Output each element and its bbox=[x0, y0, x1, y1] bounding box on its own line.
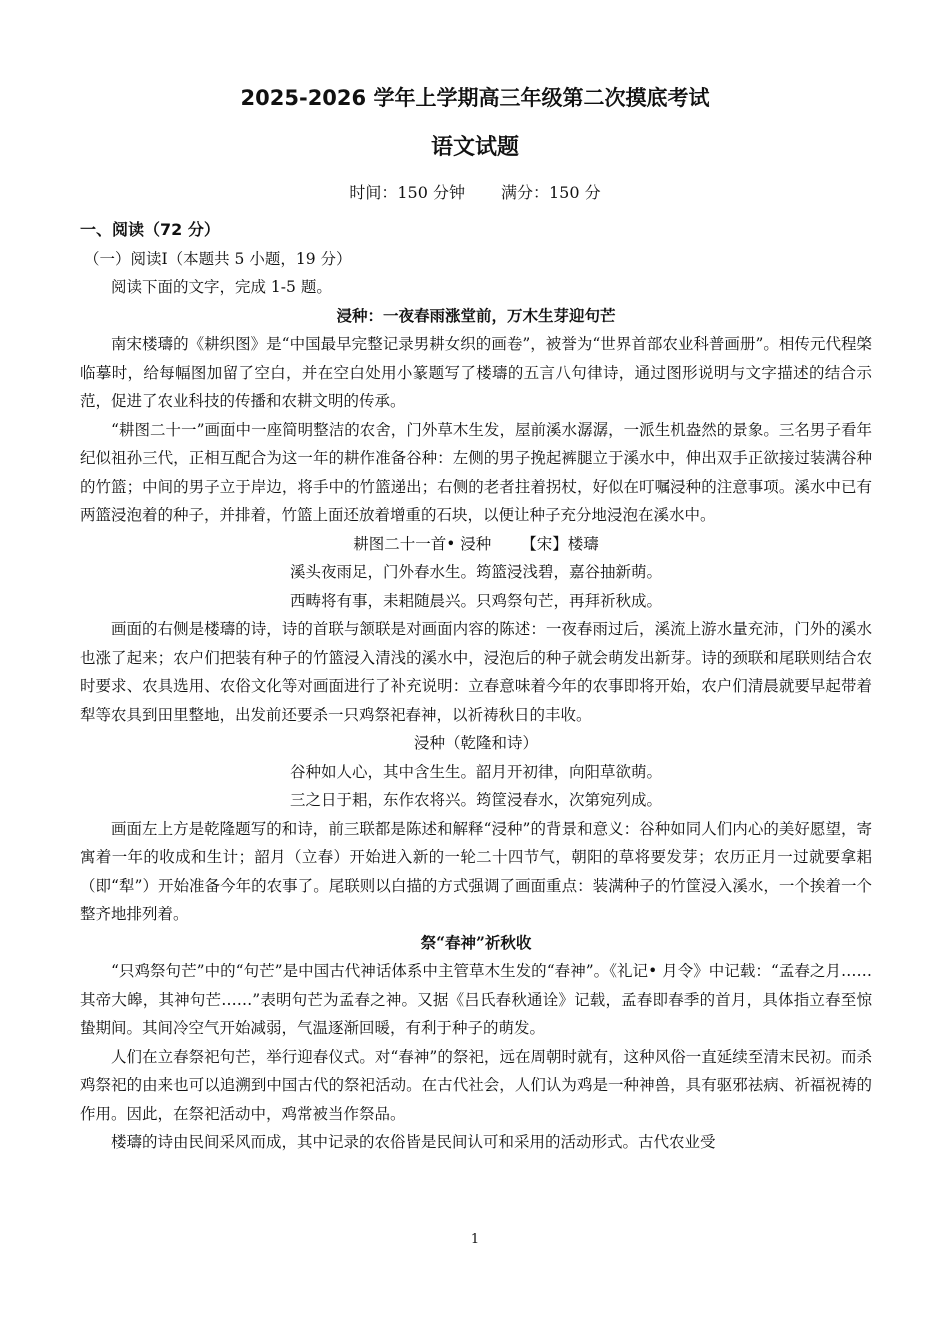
paragraph-2: “耕图二十一”画面中一座简明整洁的农舍，门外草木生发，屋前溪水潺潺，一派生机盎然的景象。三名男子看年纪似祖孙三代，正相互配合为这一年的耕作准备谷种：左侧的男子挽起裤腿立于溪水中，伸出双手正欲接过装满谷种的竹篮；中间的男子立于岸边，将手中的竹篮递出；右侧的老者拄着拐杖，好似在叮嘱浸种的注意事项。溪水中已有两篮浸泡着的种子，并排着，竹篮上面还放着增重的石块，以便让种子充分地浸泡在溪水中。 bbox=[80, 420, 872, 524]
paragraph-7: 楼璹的诗由民间采风而成，其中记录的农俗皆是民间认可和采用的活动形式。古代农业受 bbox=[111, 1133, 716, 1151]
poem2-title: 浸种（乾隆和诗） bbox=[413, 734, 538, 752]
poem2-line-2: 三之日于耜，东作农将兴。筠筐浸春水，次第宛列成。 bbox=[289, 791, 662, 809]
exam-info bbox=[0, 180, 950, 203]
reading-content bbox=[80, 216, 872, 1157]
paragraph-5: “只鸡祭句芒”中的“句芒”是中国古代神话体系中主管草木生发的“春神”。《礼记• 月令》中记载：“孟春之月……其帝大皞，其神句芒……”表明句芒为孟春之神。又据《吕氏春秋通诠》记载，孟春即春季的首月，具体指立春至惊蛰期间。其间冷空气开始减弱，气温逐渐回暖，有利于种子的萌发。 bbox=[80, 962, 872, 1037]
article-title: 浸种：一夜春雨涨堂前，万木生芽迎句芒 bbox=[336, 305, 616, 325]
poem2-line-1: 谷种如人心，其中含生生。韶月开初律，向阳草欲萌。 bbox=[289, 762, 662, 781]
subject-title: 语文试题 bbox=[430, 135, 519, 160]
page-number: 1 bbox=[470, 1232, 480, 1247]
section-heading: 一、阅读（72 分） bbox=[80, 220, 220, 239]
poem1-author: 【宋】楼璹 bbox=[521, 534, 599, 553]
poem1-heading bbox=[80, 530, 872, 559]
instruction: 阅读下面的文字，完成 1-5 题。 bbox=[111, 278, 332, 296]
section-subheading: （一）阅读Ⅰ（本题共 5 小题，19 分） bbox=[84, 249, 352, 268]
poem1-line-1: 溪头夜雨足，门外春水生。筠篮浸浅碧，嘉谷抽新萌。 bbox=[289, 563, 662, 581]
exam-title: 2025-2026 学年上学期高三年级第二次摸底考试 bbox=[240, 86, 710, 110]
score-label: 满分：150 分 bbox=[501, 183, 601, 202]
poem1-line-2: 西畴将有事，耒耜随晨兴。只鸡祭句芒，再拜祈秋成。 bbox=[289, 591, 662, 610]
poem1-title: 耕图二十一首• 浸种 bbox=[353, 534, 492, 553]
time-label: 时间：150 分钟 bbox=[349, 183, 465, 202]
paragraph-4: 画面左上方是乾隆题写的和诗，前三联都是陈述和解释“浸种”的背景和意义：谷种如同人们内心的美好愿望，寄寓着一年的收成和生计；韶月（立春）开始进入新的一轮二十四节气，朝阳的草将要发芽；农历正月一过就要拿耜（即“犁”）开始准备今年的农事了。尾联则以白描的方式强调了画面重点：装满种子的竹筐浸入溪水，一个挨着一个整齐地排列着。 bbox=[80, 819, 872, 923]
paragraph-3: 画面的右侧是楼璹的诗，诗的首联与颔联是对画面内容的陈述：一夜春雨过后，溪流上游水量充沛，门外的溪水也涨了起来；农户们把装有种子的竹篮浸入清浅的溪水中，浸泡后的种子就会萌发出新芽。诗的颈联和尾联则结合农时要求、农具选用、农俗文化等对画面进行了补充说明：立春意味着今年的农事即将开始，农户们清晨就要早起带着犁等农具到田里整地，出发前还要杀一只鸡祭祀春神，以祈祷秋日的丰收。 bbox=[80, 620, 872, 724]
paragraph-1: 南宋楼璹的《耕织图》是“中国最早完整记录男耕女织的画卷”，被誉为“世界首部农业科普画册”。相传元代程棨临摹时，给每幅图加留了空白，并在空白处用小篆题写了楼璹的五言八句律诗，通过图形说明与文字描述的结合示范，促进了农业科技的传播和农耕文明的传承。 bbox=[80, 335, 872, 410]
article-subtitle: 祭“春神”祈秋收 bbox=[420, 932, 532, 952]
paragraph-6: 人们在立春祭祀句芒，举行迎春仪式。对“春神”的祭祀，远在周朝时就有，这种风俗一直延续至清末民初。而杀鸡祭祀的由来也可以追溯到中国古代的祭祀活动。在古代社会，人们认为鸡是一种神兽，具有驱邪祛病、祈福祝祷的作用。因此，在祭祀活动中，鸡常被当作祭品。 bbox=[80, 1047, 872, 1123]
